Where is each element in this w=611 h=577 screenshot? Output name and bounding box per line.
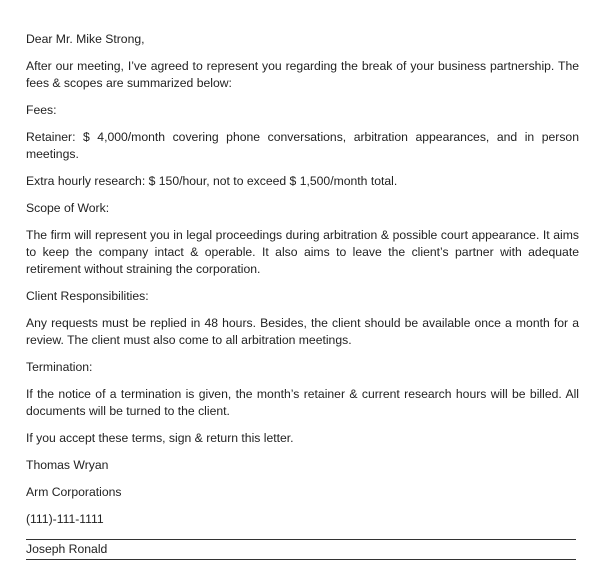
sender-name: Thomas Wryan [26,458,109,472]
sender-phone: (111)-111-1111 [26,512,104,526]
signature-line-top [26,539,576,540]
intro-paragraph: After our meeting, I’ve agreed to represent you regarding the break of your business partnership. The fees & scopes are summarized below: [26,59,579,90]
fees-heading: Fees: [26,103,57,117]
letter-body [26,31,579,538]
termination-paragraph: If the notice of a termination is given, the month’s retainer & current research hours will be billed. All documents will be turned to the client. [26,387,579,418]
client-responsibilities-paragraph: Any requests must be replied in 48 hours. Besides, the client should be available once a month for a review. The client must also come to all arbitration meetings. [26,316,579,347]
signature-name: Joseph Ronald [26,542,108,556]
scope-paragraph: The firm will represent you in legal proceedings during arbitration & possible court appearance. It aims to keep the company intact & operable. It also aims to leave the client’s partner with adequate retirement without straining the corporation. [26,228,579,276]
closing-line: If you accept these terms, sign & return this letter. [26,431,294,445]
extra-research-paragraph: Extra hourly research: $ 150/hour, not to exceed $ 1,500/month total. [26,174,398,188]
termination-heading: Termination: [26,360,93,374]
client-responsibilities-heading: Client Responsibilities: [26,289,149,303]
salutation: Dear Mr. Mike Strong, [26,32,145,46]
signature-line-bottom [26,559,576,560]
sender-company: Arm Corporations [26,485,122,499]
retainer-paragraph: Retainer: $ 4,000/month covering phone conversations, arbitration appearances, and in person meetings. [26,130,579,161]
scope-heading: Scope of Work: [26,201,110,215]
